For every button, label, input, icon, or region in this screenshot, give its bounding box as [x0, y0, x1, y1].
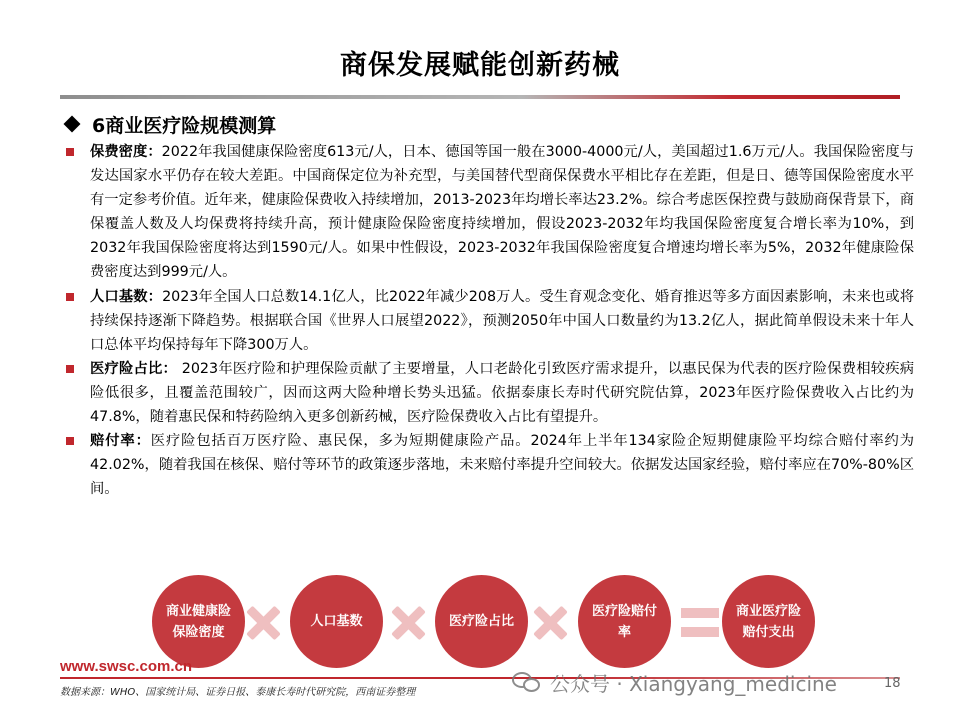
- square-bullet-icon: [66, 148, 74, 156]
- bullet-text: 医疗险包括百万医疗险、惠民保，多为短期健康险产品。2024年上半年134家险企短期健康险平均综合赔付率约为42.02%，随着我国在核保、赔付等环节的政策逐步落地，未来赔付率提升空间较大。依据发达国家经验，赔付率应在70%-80%区间。: [90, 433, 915, 498]
- square-bullet-icon: [66, 293, 74, 301]
- bullet-loss-ratio: [62, 429, 914, 501]
- flow-node-insurance-density: 商业健康险保险密度: [152, 575, 245, 668]
- diamond-bullet-icon: [64, 116, 81, 133]
- equals-icon: [681, 605, 719, 641]
- bullet-label: 赔付率：: [90, 433, 151, 450]
- bullet-medical-share: [62, 357, 914, 429]
- flow-node-loss-ratio: 医疗险赔付率: [578, 575, 671, 668]
- watermark-text: 公众号 · Xiangyang_medicine: [550, 671, 837, 696]
- wechat-icon: [512, 670, 542, 694]
- bullet-text: 2022年我国健康保险密度613元/人，日本、德国等国一般在3000-4000元/人，美国超过1.6万元/人。我国保险密度与发达国家水平仍存在较大差距。中国商保定位为补充型，与美国替代型商保保费水平相比存在差距，但是日、德等国保险密度水平有一定参考价值。近年来，健康险保费收入持续增加，2013-2023年均增长率达23.2%。综合考虑医保控费与鼓励商保背景下，商保覆盖人数及人均保费将持续升高，预计健康险保险密度持续增加，假设2023-2032年均我国保险密度复合增长率为10%，到2032年我国保险密度将达到1590元/人。如果中性假设，2023-2032年我国保险密度复合增速均增长率为5%，2032年健康险保费密度达到999元/人。: [90, 144, 914, 281]
- section-heading: [64, 110, 276, 138]
- flow-node-medical-payout: 商业医疗险赔付支出: [722, 575, 815, 668]
- bullet-premium-density: [62, 140, 914, 285]
- flow-node-medical-share: 医疗险占比: [435, 575, 528, 668]
- square-bullet-icon: [66, 437, 74, 445]
- bullet-text: 2023年全国人口总数14.1亿人，比2022年减少208万人。受生育观念变化、婚育推迟等多方面因素影响，未来也或将持续保持逐渐下降趋势。根据联合国《世界人口展望2022》，预测2050年中国人口数量约为13.2亿人，据此简单假设未来十年人口总体平均保持每年下降300万人。: [90, 288, 914, 353]
- bullet-list: [62, 140, 914, 501]
- bullet-label: 人口基数：: [90, 288, 163, 305]
- multiply-icon: [532, 605, 568, 641]
- page-title: 商保发展赋能创新药械: [340, 50, 620, 81]
- watermark: [512, 668, 837, 696]
- footer-source: 数据来源：WHO、国家统计局、证券日报、泰康长寿时代研究院，西南证券整理: [60, 687, 416, 698]
- bullet-population-base: [62, 285, 914, 357]
- bullet-text: 2023年医疗险和护理保险贡献了主要增量，人口老龄化引致医疗需求提升，以惠民保为代表的医疗险保费相较疾病险低很多，且覆盖范围较广，因而这两大险种增长势头迅猛。依据泰康长寿时代研究院估算，2023年医疗险保费收入占比约为47.8%，随着惠民保和特药险纳入更多创新药械，医疗险保费收入占比有望提升。: [90, 360, 914, 426]
- flow-node-population: 人口基数: [290, 575, 383, 668]
- title-divider: [60, 95, 900, 99]
- section-title: 6商业医疗险规模测算: [92, 114, 277, 137]
- footer-website: www.swsc.com.cn: [60, 658, 192, 675]
- bullet-label: 医疗险占比：: [90, 360, 177, 377]
- multiply-icon: [390, 605, 426, 641]
- bullet-label: 保费密度：: [90, 144, 162, 160]
- multiply-icon: [245, 605, 281, 641]
- page-number: 18: [884, 676, 901, 691]
- square-bullet-icon: [66, 365, 74, 373]
